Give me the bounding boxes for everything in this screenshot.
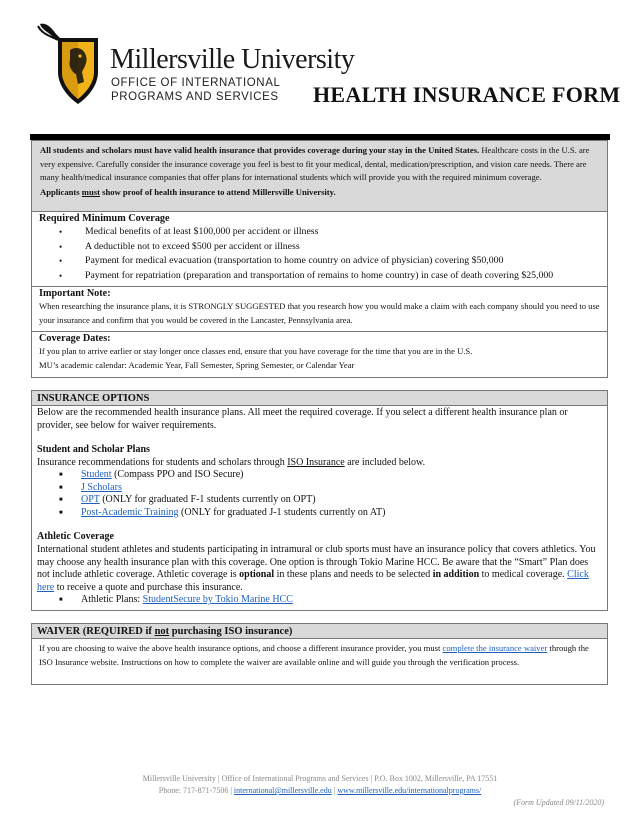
click-here-link[interactable]: Click here: [37, 569, 589, 593]
athletic-in-addition: in addition: [432, 569, 480, 581]
athletic-text-d: to receive a quote and purchase this insurance.: [54, 581, 243, 593]
opt-plan-link[interactable]: OPT: [81, 494, 100, 506]
form-updated-date: (Form Updated 09/11/2020): [513, 798, 604, 807]
plan-note: (ONLY for graduated J-1 students currently on AT): [178, 506, 386, 518]
athletic-text-a: International student athletes and students participating in intramural or club sports must have an insurance policy that covers athletics. You may choose any health insurance plan with this coverage. One option is through Tokio Marine HCC. Be aware that the “Smart” Plan does not include athletic coverage. Athletic coverage is: [37, 543, 596, 581]
list-item: [37, 494, 603, 507]
athletic-optional: optional: [239, 569, 275, 581]
insurance-options-box: [31, 390, 608, 611]
waiver-text-a: If you are choosing to waive the above health insurance options, and choose a different insurance provider, you must: [39, 643, 443, 653]
required-coverage-heading: Required Minimum Coverage: [39, 213, 170, 224]
intro-paragraph: [40, 144, 599, 185]
footer-phone: Phone: 717-871-7506 |: [158, 786, 234, 795]
list-item: • Payment for repatriation (preparation and transportation of remains to home country) in case of death covering $25,000: [39, 269, 604, 284]
footer-contact: [0, 786, 640, 795]
list-item: • Medical benefits of at least $100,000 per accident or illness: [39, 225, 604, 240]
athletic-plans-list: [37, 594, 603, 607]
athletic-coverage-text: [37, 544, 603, 594]
form-title: HEALTH INSURANCE FORM: [313, 82, 621, 107]
divider: [32, 286, 607, 287]
coverage-dates-line1: If you plan to arrive earlier or stay longer once classes end, ensure that you have coverage for the time that you are in the U.S.: [39, 346, 473, 356]
proof-text-b: show proof of health insurance to attend Millersville University.: [99, 186, 336, 197]
plan-note: (ONLY for graduated F-1 students currently on OPT): [99, 494, 316, 506]
j-scholars-plan-link[interactable]: J Scholars: [81, 481, 122, 493]
list-item: [37, 482, 603, 495]
waiver-box: [31, 623, 608, 685]
intro-text: Healthcare costs in the U.S. are very expensive. Carefully consider the insurance coverage you feel is best to fit your medical, dental, medication/prescription, and vision care needs. There are many health/medical insurance companies that offer plans for international students which will provide you with the required minimum coverage.: [40, 145, 590, 182]
waiver-text: [39, 642, 604, 669]
athletic-plans-label: Athletic Plans:: [81, 594, 143, 606]
footer-separator: |: [331, 786, 338, 795]
waiver-text-b: through the ISO Insurance website. Instructions on how to complete the waiver are available online and will guide you through the verification process.: [39, 643, 589, 667]
required-coverage-list: [39, 225, 604, 283]
student-plans-text: [37, 457, 603, 470]
footer-website-link[interactable]: www.millersville.edu/internationalprograms/: [337, 786, 482, 795]
proof-must: must: [81, 186, 100, 197]
waiver-heading-not: not: [154, 626, 170, 637]
list-item: • Payment for medical evacuation (transportation to home country on advice of physician) covering $50,000: [39, 254, 604, 269]
waiver-heading-b: purchasing ISO insurance): [169, 626, 293, 637]
student-plans-heading: Student and Scholar Plans: [37, 444, 150, 456]
athletic-text-b: in these plans and needs to be selected: [274, 569, 433, 581]
divider: [32, 211, 607, 212]
important-note-heading: Important Note:: [39, 288, 111, 299]
student-text-a: Insurance recommendations for students and scholars through: [37, 456, 288, 468]
proof-notice: [40, 186, 599, 200]
list-item: • A deductible not to exceed $500 per accident or illness: [39, 240, 604, 255]
iso-insurance-text: ISO Insurance: [287, 456, 345, 468]
waiver-heading-a: WAIVER (REQUIRED if: [37, 626, 155, 637]
insurance-options-body: [37, 407, 603, 607]
footer-email-link[interactable]: international@millersville.edu: [233, 786, 332, 795]
post-academic-training-plan-link[interactable]: Post-Academic Training: [81, 506, 179, 518]
plan-note: (Compass PPO and ISO Secure): [111, 469, 244, 481]
student-plan-link[interactable]: Student: [81, 469, 112, 481]
athletic-text-c: to medical coverage.: [479, 569, 568, 581]
divider: [32, 331, 607, 332]
footer-address: Millersville University | Office of International Programs and Services | P.O. Box 1002, Millersville, PA 17551: [142, 774, 498, 783]
studentsecure-link[interactable]: StudentSecure by Tokio Marine HCC: [142, 594, 293, 606]
required-coverage-section: [39, 213, 604, 283]
important-note-section: [39, 288, 602, 327]
coverage-dates-section: [39, 333, 602, 372]
proof-text-a: Applicants: [40, 186, 82, 197]
list-item: [37, 507, 603, 520]
intro-bold-lead: All students and scholars must have valid health insurance that provides coverage during your stay in the United States.: [40, 145, 480, 155]
options-intro: Below are the recommended health insurance plans. All meet the required coverage. If you select a different health insurance plan or provider, see below for waiver requirements.: [37, 407, 568, 431]
student-text-b: are included below.: [344, 456, 426, 468]
athletic-coverage-heading: Athletic Coverage: [37, 531, 114, 543]
intro-section: [32, 141, 607, 211]
university-name: Millersville University: [110, 44, 355, 75]
coverage-dates-heading: Coverage Dates:: [39, 333, 111, 344]
waiver-heading: [32, 624, 607, 639]
important-note-text: When researching the insurance plans, it is STRONGLY SUGGESTED that you research how you would make a claim with each company should you need to use your insurance and confirm that you would be covered in the Lancaster, Pennsylvania area.: [39, 301, 600, 325]
list-item: [37, 594, 603, 607]
student-plans-list: [37, 469, 603, 519]
list-item: [37, 469, 603, 482]
requirements-box: [31, 140, 608, 378]
insurance-options-heading: INSURANCE OPTIONS: [32, 391, 607, 406]
coverage-dates-line2: MU’s academic calendar: Academic Year, Fall Semester, Spring Semester, or Calendar Year: [39, 359, 355, 370]
office-name-line1: OFFICE OF INTERNATIONAL: [111, 77, 281, 89]
office-name-line2: PROGRAMS AND SERVICES: [111, 91, 279, 103]
complete-waiver-link[interactable]: complete the insurance waiver: [442, 643, 548, 653]
millersville-shield-logo-icon: [36, 20, 106, 108]
